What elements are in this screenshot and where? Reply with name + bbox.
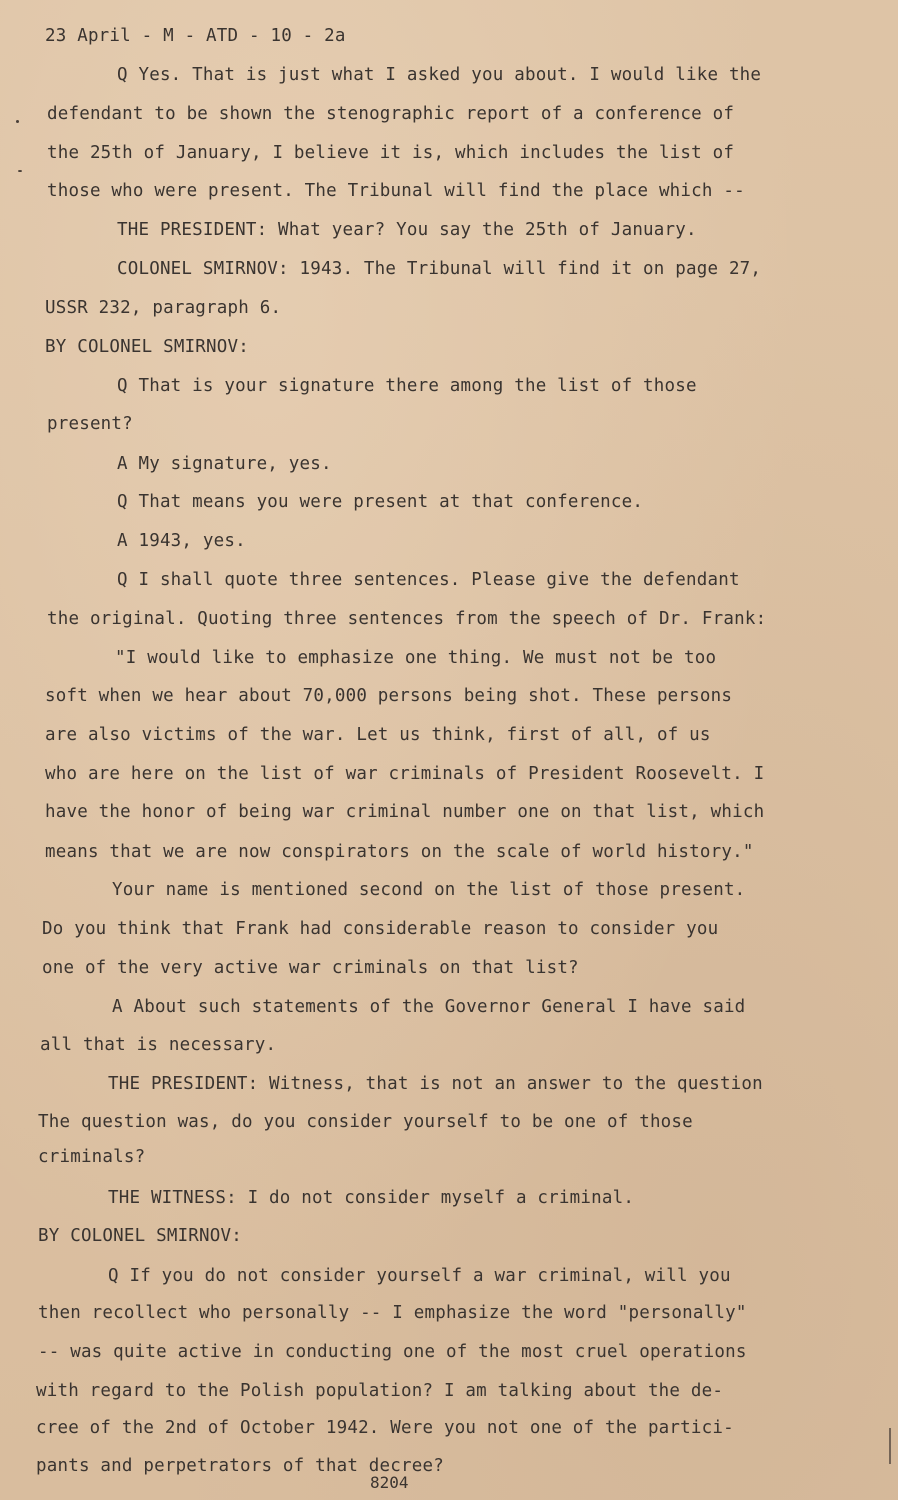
quote-line: who are here on the list of war criminals of President Roosevelt. I [45,764,765,784]
quote-line: means that we are now conspirators on the scale of world history." [45,842,754,862]
text-line: USSR 232, paragraph 6. [45,298,282,318]
text-line: Q That means you were present at that conference. [117,492,644,512]
stray-mark [16,120,19,123]
quote-line: soft when we hear about 70,000 persons being shot. These persons [45,686,733,706]
text-line: A About such statements of the Governor General I have said [112,997,746,1017]
quote-line: are also victims of the war. Let us think, first of all, of us [45,725,711,745]
page-number: 8204 [370,1473,409,1492]
text-line: Q Yes. That is just what I asked you about. I would like the [117,65,762,85]
text-line: Q That is your signature there among the list of those [117,376,697,396]
text-line: one of the very active war criminals on that list? [42,958,579,978]
text-line: -- was quite active in conducting one of the most cruel operations [38,1342,747,1362]
edge-mark [889,1428,891,1464]
text-line: present? [47,414,133,434]
text-line: The question was, do you consider yourself to be one of those [38,1112,693,1132]
stray-mark [18,170,22,172]
text-line: Do you think that Frank had considerable reason to consider you [42,919,719,939]
text-line: with regard to the Polish population? I am talking about the de- [36,1381,724,1401]
text-line: pants and perpetrators of that decree? [36,1456,444,1476]
text-line: THE WITNESS: I do not consider myself a criminal. [108,1188,635,1208]
document-header: 23 April - M - ATD - 10 - 2a [45,26,346,46]
text-line: Your name is mentioned second on the list of those present. [112,880,746,900]
text-line: criminals? [38,1147,146,1167]
text-line: defendant to be shown the stenographic report of a conference of [47,104,735,124]
text-line: all that is necessary. [40,1035,277,1055]
text-line: THE PRESIDENT: What year? You say the 25th of January. [117,220,697,240]
text-line: Q If you do not consider yourself a war criminal, will you [108,1266,731,1286]
text-line: the original. Quoting three sentences from the speech of Dr. Frank: [47,609,767,629]
text-line: A 1943, yes. [117,531,246,551]
text-line: Q I shall quote three sentences. Please give the defendant [117,570,740,590]
section-heading: BY COLONEL SMIRNOV: [38,1226,242,1246]
text-line: cree of the 2nd of October 1942. Were you not one of the partici- [36,1418,734,1438]
text-line: those who were present. The Tribunal will find the place which -- [47,181,745,201]
text-line: the 25th of January, I believe it is, which includes the list of [47,143,735,163]
text-line: COLONEL SMIRNOV: 1943. The Tribunal will find it on page 27, [117,259,762,279]
text-line: THE PRESIDENT: Witness, that is not an answer to the question [108,1074,763,1094]
text-line: then recollect who personally -- I emphasize the word "personally" [38,1303,747,1323]
quote-line: "I would like to emphasize one thing. We must not be too [115,648,717,668]
section-heading: BY COLONEL SMIRNOV: [45,337,249,357]
quote-line: have the honor of being war criminal number one on that list, which [45,802,765,822]
text-line: A My signature, yes. [117,454,332,474]
